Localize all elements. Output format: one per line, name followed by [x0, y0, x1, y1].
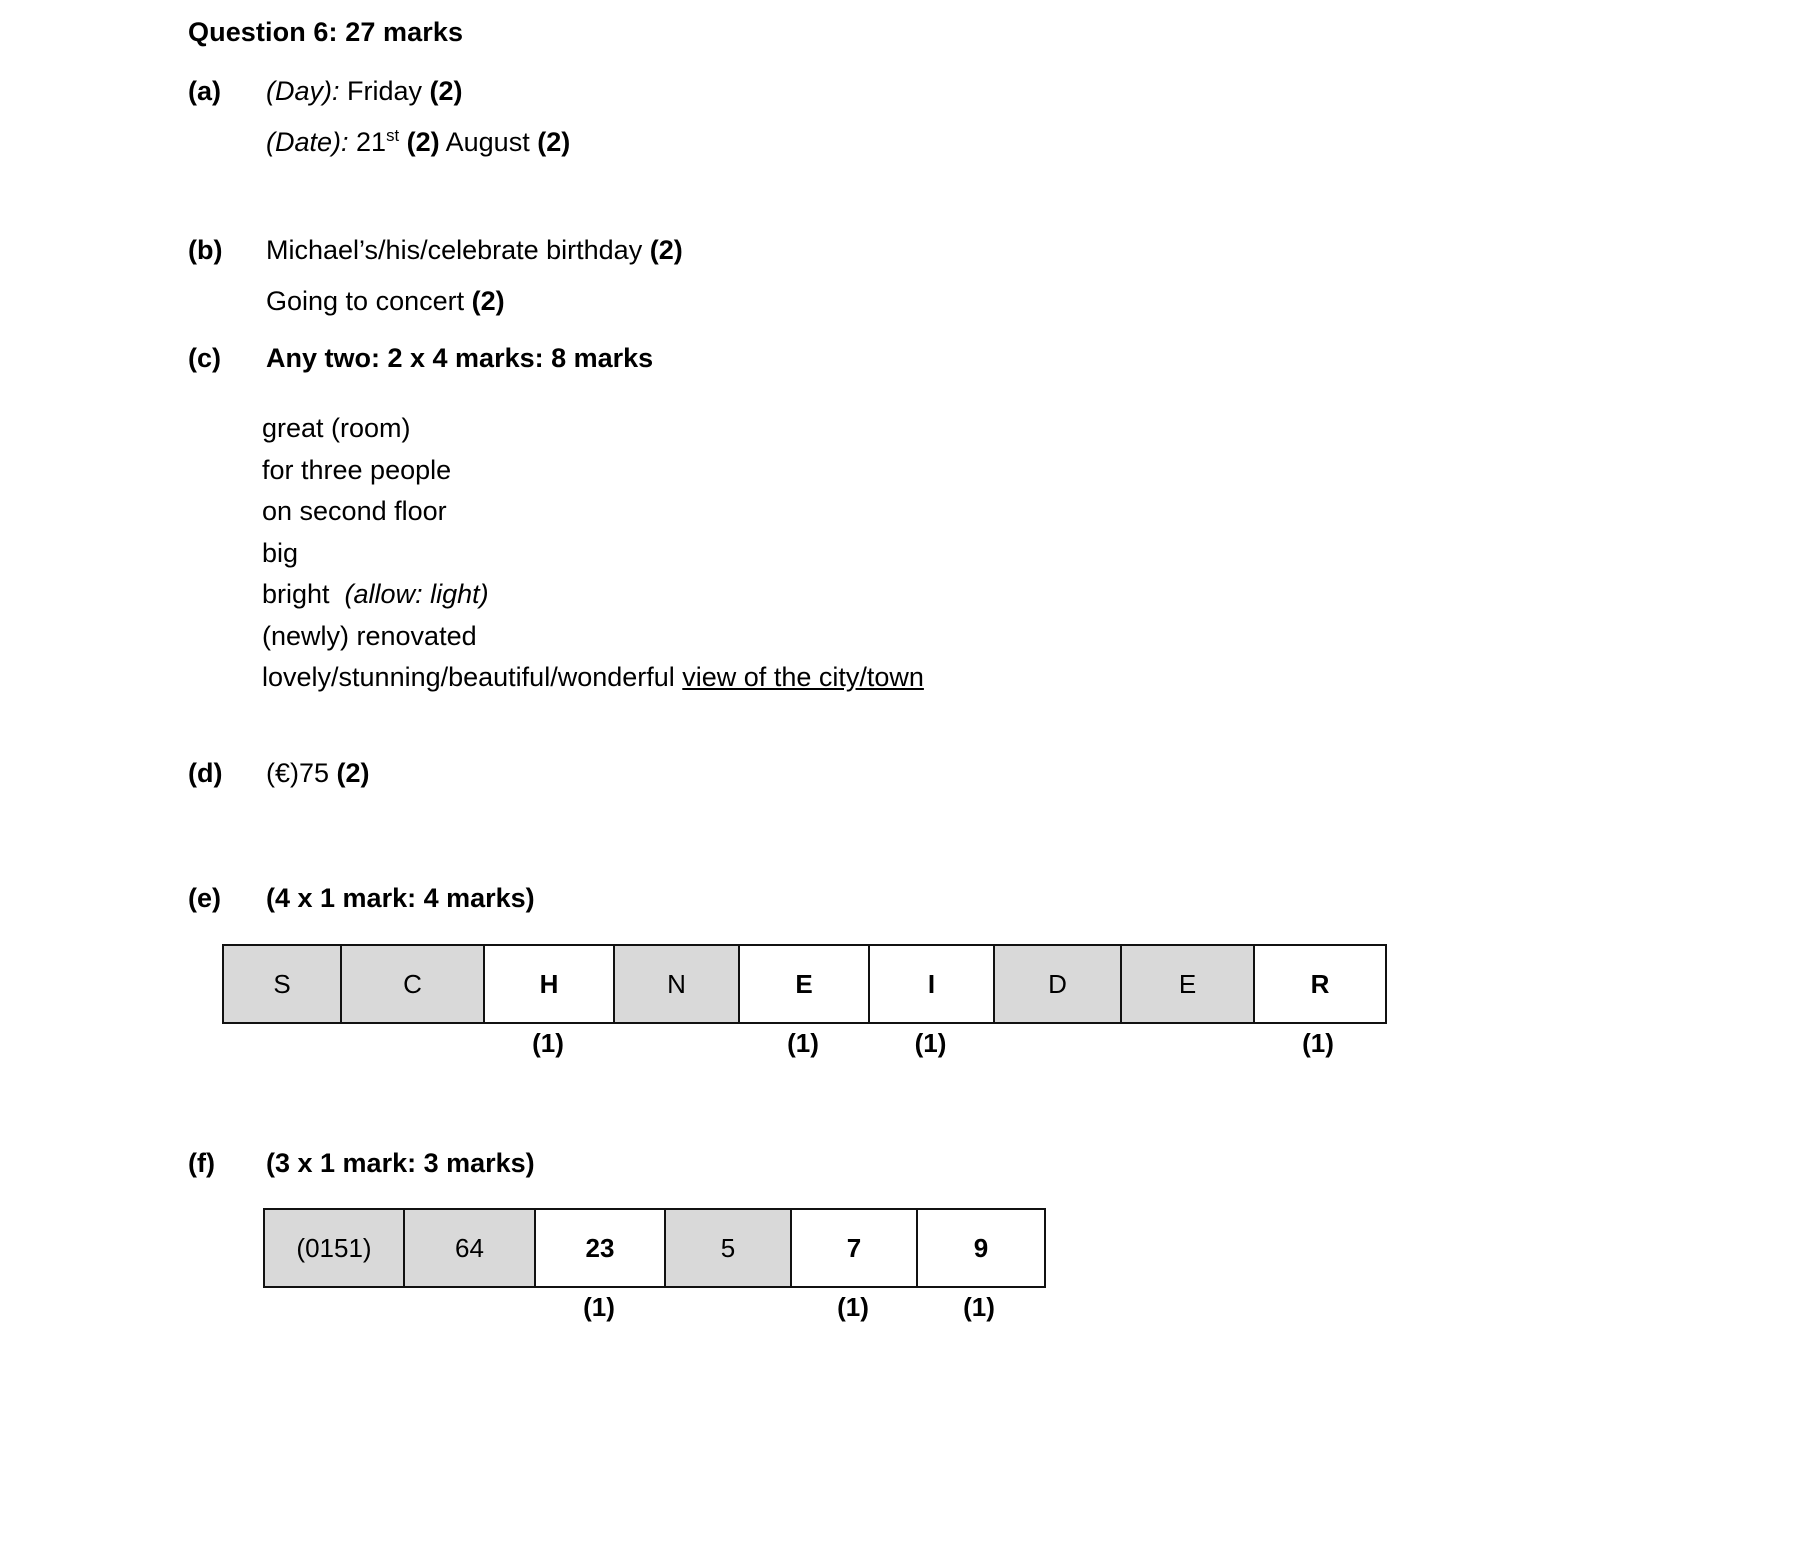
answer-cell[interactable]: H — [485, 946, 615, 1022]
part-c-answer-list — [262, 408, 924, 699]
answer-cell[interactable]: E — [1122, 946, 1255, 1022]
part-a-date-ordinal: st — [386, 126, 400, 145]
part-c-block — [188, 345, 653, 372]
part-d-answer: (€)75 — [266, 758, 337, 788]
part-c-item-text: (newly) renovated — [262, 620, 477, 651]
part-c-item-text: for three people — [262, 454, 452, 485]
answer-cell[interactable]: 9 — [918, 1210, 1044, 1286]
sp1 — [399, 127, 407, 157]
part-d-block — [188, 760, 370, 787]
part-c-list-item — [262, 657, 924, 699]
part-f-grid-wrap — [263, 1208, 1046, 1328]
part-c-item-text: lovely/stunning/beautiful/wonderful — [262, 662, 683, 692]
part-c-item-text: bright — [262, 579, 345, 609]
part-e-label: (e) — [188, 883, 221, 913]
part-a-line-1 — [188, 78, 570, 105]
part-c-item-text: big — [262, 537, 299, 568]
part-d-text — [266, 760, 370, 787]
part-a-line-1-text — [266, 78, 463, 105]
answer-cell[interactable]: R — [1255, 946, 1385, 1022]
part-c-item-text: great (room) — [262, 413, 411, 443]
part-f-label: (f) — [188, 1148, 215, 1178]
cell-mark: (1) — [837, 1292, 869, 1322]
part-f-heading: (3 x 1 mark: 3 marks) — [266, 1148, 535, 1178]
part-a-block — [188, 78, 570, 156]
part-d-marks: (2) — [336, 758, 370, 788]
part-e-grid-wrap — [222, 944, 1387, 1064]
answer-cell[interactable]: C — [342, 946, 485, 1022]
part-c-item-note: (allow: light) — [344, 579, 489, 609]
part-c-heading: Any two: 2 x 4 marks: 8 marks — [266, 343, 654, 373]
answer-cell[interactable]: 5 — [666, 1210, 792, 1286]
part-a-date-number: 21 — [348, 127, 387, 157]
cell-mark: (1) — [914, 1028, 947, 1058]
part-c-list-item — [262, 533, 924, 575]
part-a-date-month: August — [439, 127, 538, 157]
part-d-row — [188, 760, 370, 787]
cell-mark: (1) — [1302, 1028, 1334, 1058]
part-a-day-answer: Friday — [339, 76, 430, 106]
part-f-block — [188, 1150, 535, 1177]
part-c-list-item — [262, 450, 924, 492]
part-b-line-2 — [188, 288, 683, 315]
answer-cell[interactable]: 23 — [536, 1210, 666, 1286]
part-c-item-text: on second floor — [262, 496, 447, 526]
part-c-list-item — [262, 616, 924, 658]
part-a-label: (a) — [188, 76, 221, 106]
answer-cell[interactable]: (0151) — [265, 1210, 405, 1286]
part-c-list-item — [262, 408, 924, 450]
part-a-line-2-text — [266, 126, 571, 157]
part-f-marks-row — [263, 1288, 1046, 1328]
part-c-list-item — [262, 574, 924, 616]
cell-mark: (1) — [963, 1292, 995, 1322]
part-e-heading-row — [188, 885, 535, 912]
page-title: Question 6: 27 marks — [188, 17, 464, 47]
part-b-line-1-text — [266, 237, 683, 264]
answer-cell[interactable]: E — [740, 946, 870, 1022]
part-f-grid — [263, 1208, 1046, 1288]
part-a-line-2 — [188, 126, 571, 157]
part-c-heading-row — [188, 345, 653, 372]
cell-mark: (1) — [532, 1028, 564, 1058]
part-b-line-2-text — [266, 288, 505, 315]
answer-cell[interactable]: 7 — [792, 1210, 918, 1286]
cell-mark: (1) — [583, 1292, 615, 1322]
answer-cell[interactable]: D — [995, 946, 1122, 1022]
part-e-block — [188, 885, 535, 912]
part-a-date-marks-1: (2) — [406, 127, 440, 157]
part-b-line-1 — [188, 237, 683, 264]
part-a-date-marks-2: (2) — [537, 127, 571, 157]
part-c-item-underlined: view of the city/town — [682, 662, 924, 692]
part-e-grid — [222, 944, 1387, 1024]
part-a-day-marks: (2) — [429, 76, 463, 106]
part-a-day-prefix: (Day): — [266, 76, 340, 106]
part-b-answer-2: Going to concert — [266, 286, 472, 316]
answer-cell[interactable]: I — [870, 946, 995, 1022]
part-a-date-prefix: (Date): — [266, 127, 349, 157]
part-d-label: (d) — [188, 758, 223, 788]
part-e-marks-row — [222, 1024, 1387, 1064]
part-b-marks-2: (2) — [471, 286, 505, 316]
answer-cell[interactable]: S — [224, 946, 342, 1022]
part-b-answer-1: Michael’s/his/celebrate birthday — [266, 235, 650, 265]
part-b-marks-1: (2) — [649, 235, 683, 265]
part-b-block — [188, 237, 683, 315]
answer-cell[interactable]: 64 — [405, 1210, 536, 1286]
part-f-heading-row — [188, 1150, 535, 1177]
answer-cell[interactable]: N — [615, 946, 740, 1022]
part-c-list-item — [262, 491, 924, 533]
part-b-label: (b) — [188, 235, 223, 265]
part-c-label: (c) — [188, 343, 221, 373]
cell-mark: (1) — [787, 1028, 819, 1058]
part-e-heading: (4 x 1 mark: 4 marks) — [266, 883, 535, 913]
